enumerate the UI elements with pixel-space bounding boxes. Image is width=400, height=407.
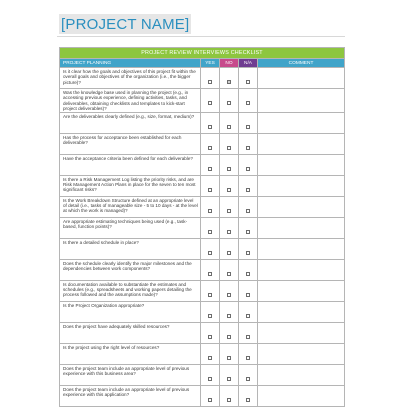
no-cell [220, 301, 239, 322]
no-checkbox[interactable] [227, 188, 231, 192]
na-cell [239, 68, 258, 89]
yes-checkbox[interactable] [208, 80, 212, 84]
no-cell [220, 89, 239, 113]
no-checkbox[interactable] [227, 377, 231, 381]
yes-cell [201, 89, 220, 113]
comment-cell[interactable] [258, 68, 345, 89]
yes-cell [201, 364, 220, 385]
yes-cell [201, 68, 220, 89]
na-checkbox[interactable] [246, 314, 250, 318]
no-cell [220, 133, 239, 154]
comment-cell[interactable] [258, 154, 345, 175]
header-project-planning: PROJECT PLANNING [60, 59, 201, 68]
no-cell [220, 364, 239, 385]
yes-checkbox[interactable] [208, 167, 212, 171]
na-cell [239, 280, 258, 301]
yes-checkbox[interactable] [208, 377, 212, 381]
checklist-row [60, 133, 345, 154]
no-cell [220, 154, 239, 175]
yes-cell [201, 322, 220, 343]
checklist-row [60, 154, 345, 175]
header-yes: YES [201, 59, 220, 68]
yes-cell [201, 196, 220, 217]
question-text: Does the project team include an appropriate level of previous experience with this application? [60, 385, 201, 406]
checklist-row [60, 364, 345, 385]
na-cell [239, 364, 258, 385]
comment-cell[interactable] [258, 280, 345, 301]
comment-cell[interactable] [258, 364, 345, 385]
no-checkbox[interactable] [227, 125, 231, 129]
na-cell [239, 89, 258, 113]
no-checkbox[interactable] [227, 80, 231, 84]
question-text: Is documentation available to substantiate the estimates and schedules (e.g., spreadsheets and working papers detailing the process followed and the assumptions made)? [60, 280, 201, 301]
comment-cell[interactable] [258, 217, 345, 238]
checklist-row [60, 68, 345, 89]
question-text: Is it clear how the goals and objectives of this project fit within the overall goals and objectives of the organization (i.e., the bigger picture)? [60, 68, 201, 89]
no-checkbox[interactable] [227, 230, 231, 234]
comment-cell[interactable] [258, 175, 345, 196]
question-text: Is there a detailed schedule in place? [60, 238, 201, 259]
no-cell [220, 112, 239, 133]
na-checkbox[interactable] [246, 125, 250, 129]
comment-cell[interactable] [258, 196, 345, 217]
checklist-row [60, 322, 345, 343]
header-comment: COMMENT [258, 59, 345, 68]
question-text: Does the project team include an appropriate level of previous experience with this business area? [60, 364, 201, 385]
na-checkbox[interactable] [246, 209, 250, 213]
comment-cell[interactable] [258, 322, 345, 343]
yes-cell [201, 112, 220, 133]
yes-checkbox[interactable] [208, 293, 212, 297]
na-cell [239, 154, 258, 175]
title-divider [57, 36, 345, 37]
na-checkbox[interactable] [246, 188, 250, 192]
comment-cell[interactable] [258, 343, 345, 364]
checklist-row [60, 259, 345, 280]
question-text: Was the knowledge base used in planning the project (e.g., in accessing previous experience, defining activities, tasks, and deliverables, obtaining checklists and templates to kick-start project deliverables)? [60, 89, 201, 113]
yes-cell [201, 385, 220, 406]
comment-cell[interactable] [258, 301, 345, 322]
na-cell [239, 112, 258, 133]
question-text: Is the Work Breakdown Structure defined at an appropriate level of detail (i.e., tasks of manageable size - 5 to 10 days - at the level at which the work is managed)? [60, 196, 201, 217]
yes-checkbox[interactable] [208, 209, 212, 213]
yes-checkbox[interactable] [208, 335, 212, 339]
checklist-row [60, 217, 345, 238]
no-checkbox[interactable] [227, 335, 231, 339]
no-cell [220, 68, 239, 89]
no-cell [220, 343, 239, 364]
yes-cell [201, 154, 220, 175]
comment-cell[interactable] [258, 385, 345, 406]
question-text: Has the process for acceptance been established for each deliverable? [60, 133, 201, 154]
project-name-title: [PROJECT NAME] [61, 15, 190, 33]
checklist-row [60, 175, 345, 196]
yes-cell [201, 259, 220, 280]
na-checkbox[interactable] [246, 356, 250, 360]
no-cell [220, 238, 239, 259]
question-text: Does the schedule clearly identify the major milestones and the dependencies between work components? [60, 259, 201, 280]
no-cell [220, 217, 239, 238]
comment-cell[interactable] [258, 259, 345, 280]
na-checkbox[interactable] [246, 251, 250, 255]
header-na: N/A [239, 59, 258, 68]
yes-cell [201, 238, 220, 259]
no-cell [220, 385, 239, 406]
yes-checkbox[interactable] [208, 125, 212, 129]
question-text: Is the project using the right level of resources? [60, 343, 201, 364]
checklist-row [60, 385, 345, 406]
checklist-row [60, 343, 345, 364]
header-no: NO [220, 59, 239, 68]
yes-cell [201, 217, 220, 238]
na-cell [239, 133, 258, 154]
no-cell [220, 322, 239, 343]
na-checkbox[interactable] [246, 101, 250, 105]
checklist-banner: PROJECT REVIEW INTERVIEWS CHECKLIST [60, 48, 345, 59]
na-cell [239, 238, 258, 259]
na-cell [239, 196, 258, 217]
yes-checkbox[interactable] [208, 251, 212, 255]
yes-checkbox[interactable] [208, 356, 212, 360]
yes-checkbox[interactable] [208, 272, 212, 276]
na-cell [239, 175, 258, 196]
yes-checkbox[interactable] [208, 230, 212, 234]
question-text: Is there a Risk Management Log listing the priority risks, and are Risk Management Action Plans in place for the seven to ten most significant risks? [60, 175, 201, 196]
no-checkbox[interactable] [227, 101, 231, 105]
no-checkbox[interactable] [227, 209, 231, 213]
na-checkbox[interactable] [246, 167, 250, 171]
no-checkbox[interactable] [227, 146, 231, 150]
yes-checkbox[interactable] [208, 188, 212, 192]
question-text: Does the project have adequately skilled resources? [60, 322, 201, 343]
no-cell [220, 280, 239, 301]
comment-cell[interactable] [258, 133, 345, 154]
comment-cell[interactable] [258, 89, 345, 113]
no-cell [220, 259, 239, 280]
na-checkbox[interactable] [246, 80, 250, 84]
yes-cell [201, 343, 220, 364]
na-checkbox[interactable] [246, 146, 250, 150]
yes-checkbox[interactable] [208, 314, 212, 318]
no-checkbox[interactable] [227, 314, 231, 318]
na-checkbox[interactable] [246, 293, 250, 297]
na-cell [239, 322, 258, 343]
project-name-title-box [59, 14, 191, 34]
question-text: Are appropriate estimating techniques being used (e.g., task-based, function points)? [60, 217, 201, 238]
no-cell [220, 175, 239, 196]
no-checkbox[interactable] [227, 167, 231, 171]
question-text: Is the Project Organization appropriate? [60, 301, 201, 322]
na-cell [239, 301, 258, 322]
yes-cell [201, 280, 220, 301]
yes-cell [201, 175, 220, 196]
checklist-row [60, 112, 345, 133]
no-checkbox[interactable] [227, 251, 231, 255]
question-text: Have the acceptance criteria been defined for each deliverable? [60, 154, 201, 175]
no-checkbox[interactable] [227, 293, 231, 297]
yes-checkbox[interactable] [208, 146, 212, 150]
checklist-table [59, 47, 345, 407]
checklist-row [60, 238, 345, 259]
na-cell [239, 343, 258, 364]
na-checkbox[interactable] [246, 230, 250, 234]
checklist-rows [60, 68, 345, 407]
na-cell [239, 385, 258, 406]
checklist-row [60, 89, 345, 113]
yes-cell [201, 133, 220, 154]
na-checkbox[interactable] [246, 377, 250, 381]
yes-checkbox[interactable] [208, 101, 212, 105]
na-cell [239, 259, 258, 280]
no-cell [220, 196, 239, 217]
comment-cell[interactable] [258, 112, 345, 133]
na-checkbox[interactable] [246, 272, 250, 276]
na-cell [239, 217, 258, 238]
na-checkbox[interactable] [246, 335, 250, 339]
checklist-row [60, 280, 345, 301]
comment-cell[interactable] [258, 238, 345, 259]
no-checkbox[interactable] [227, 356, 231, 360]
no-checkbox[interactable] [227, 272, 231, 276]
yes-cell [201, 301, 220, 322]
checklist-row [60, 301, 345, 322]
question-text: Are the deliverables clearly defined (e.g., size, format, medium)? [60, 112, 201, 133]
checklist-row [60, 196, 345, 217]
